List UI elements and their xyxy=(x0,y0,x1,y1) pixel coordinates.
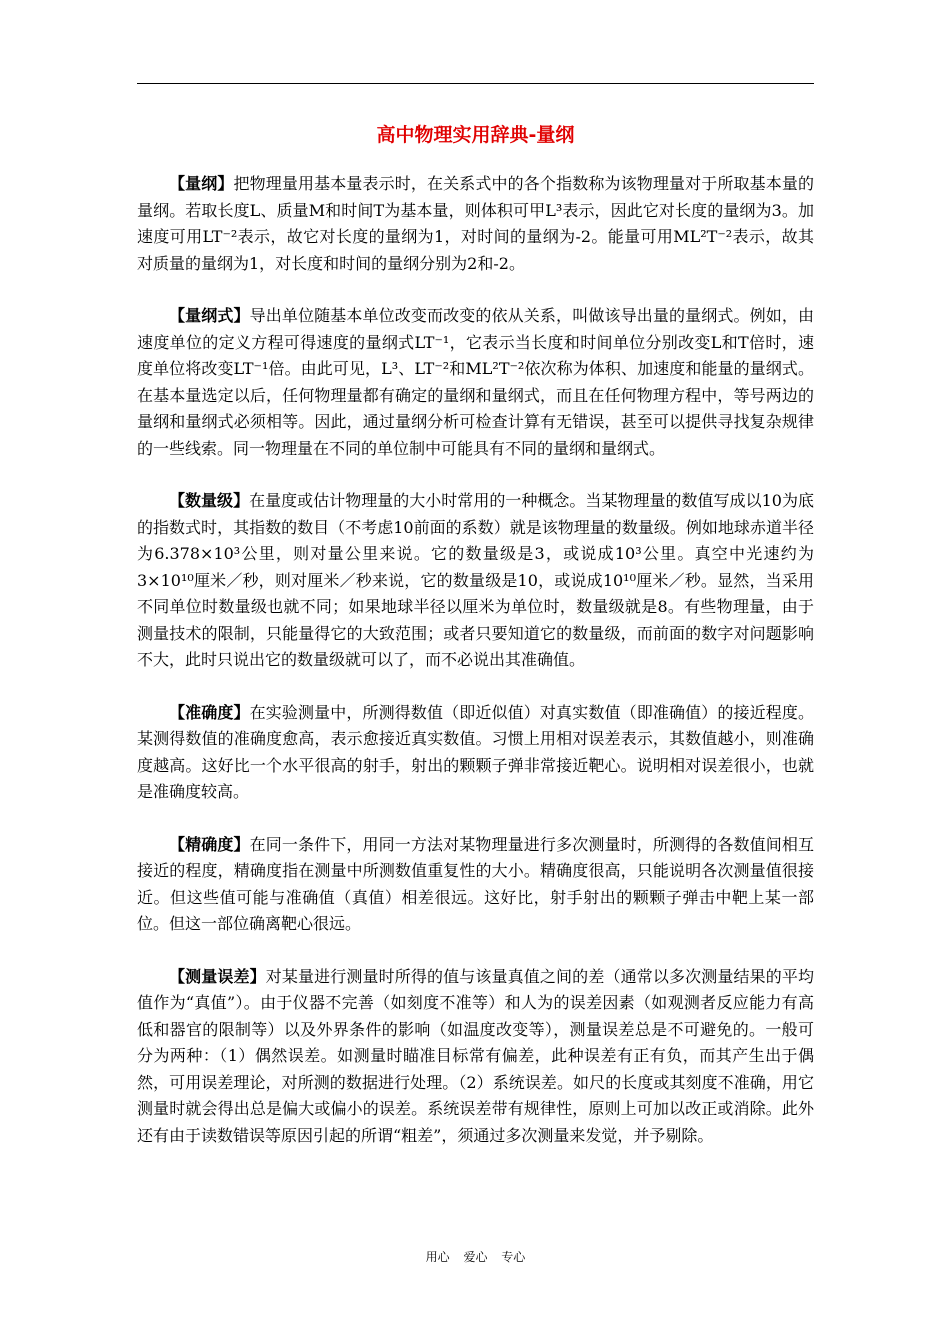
paragraph-measurement-error xyxy=(137,964,814,1150)
paragraph-text: 在实验测量中，所测得数值（即近似值）对真实数值（即准确值）的接近程度。某测得数值的准确度愈高，表示愈接近真实数值。习惯上用相对误差表示，其数值越小，则准确度越高。这好比一个水平很高的射手，射出的颗颗子弹非常接近靶心。说明相对误差很小，也就是准确度较高。 xyxy=(137,702,814,801)
term-label: 【测量误差】 xyxy=(169,966,266,986)
paragraph-text: 把物理量用基本量表示时，在关系式中的各个指数称为该物理量对于所取基本量的量纲。若取长度L、质量M和时间T为基本量，则体积可甲L³表示，因此它对长度的量纲为3。加速度可用LT⁻²表示，故它对长度的量纲为1，对时间的量纲为-2。能量可用ML²T⁻²表示，故其对质量的量纲为1，对长度和时间的量纲分别为2和-2。 xyxy=(137,174,814,273)
paragraph-text: 对某量进行测量时所得的值与该量真值之间的差（通常以多次测量结果的平均值作为“真值”）。由于仪器不完善（如刻度不准等）和人为的误差因素（如观测者反应能力有高低和器官的限制等）以及外界条件的影响（如温度改变等），测量误差总是不可避免的。一般可分为两种：（1）偶然误差。如测量时瞄准目标常有偏差，此种误差有正有负，而其产生出于偶然，可用误差理论，对所测的数据进行处理。（2）系统误差。如尺的长度或其刻度不准确，用它测量时就会得出总是偏大或偏小的误差。系统误差带有规律性，原则上可加以改正或消除。此外还有由于读数错误等原因引起的所谓“粗差”，须通过多次测量来发觉，并予剔除。 xyxy=(137,966,814,1145)
paragraph-accuracy xyxy=(137,700,814,806)
header-rule xyxy=(137,83,814,84)
paragraph-text: 在同一条件下，用同一方法对某物理量进行多次测量时，所测得的各数值间相互接近的程度，精确度指在测量中所测数值重复性的大小。精确度很高，只能说明各次测量值很接近。但这些值可能与准确值（真值）相差很远。这好比，射手射出的颗颗子弹击中靶上某一部位。但这一部位确离靶心很远。 xyxy=(137,834,814,933)
term-label: 【准确度】 xyxy=(169,702,250,722)
paragraph-dimension-formula xyxy=(137,303,814,462)
paragraph-order-of-magnitude xyxy=(137,488,814,674)
term-label: 【精确度】 xyxy=(169,834,250,854)
page-footer: 用心 爱心 专心 xyxy=(425,1250,526,1264)
document-body xyxy=(137,171,814,1175)
paragraph-dimension xyxy=(137,171,814,277)
page-title: 高中物理实用辞典-量纲 xyxy=(376,124,575,146)
paragraph-precision xyxy=(137,832,814,938)
paragraph-text: 导出单位随基本单位改变而改变的依从关系，叫做该导出量的量纲式。例如，由速度单位的定义方程可得速度的量纲式LT⁻¹，它表示当长度和时间单位分别改变L和T倍时，速度单位将改变LT⁻¹倍。由此可见，L³、LT⁻²和ML²T⁻²依次称为体积、加速度和能量的量纲式。在基本量选定以后，任何物理量都有确定的量纲和量纲式，而且在任何物理方程中，等号两边的量纲和量纲式必须相等。因此，通过量纲分析可检查计算有无错误，甚至可以提供寻找复杂规律的一些线索。同一物理量在不同的单位制中可能具有不同的量纲和量纲式。 xyxy=(137,306,814,458)
term-label: 【量纲】 xyxy=(169,174,234,193)
term-label: 【数量级】 xyxy=(169,491,250,510)
term-label: 【量纲式】 xyxy=(169,306,250,325)
paragraph-text: 在量度或估计物理量的大小时常用的一种概念。当某物理量的数值写成以10为底的指数式时，其指数的数目（不考虑10前面的系数）就是该物理量的数量级。例如地球赤道半径为6.378×10³公里，则对量公里来说。它的数量级是3，或说成10³公里。真空中光速约为3×10¹⁰厘米／秒，则对厘米／秒来说，它的数量级是10，或说成10¹⁰厘米／秒。显然，当采用不同单位时数量级也就不同；如果地球半径以厘米为单位时，数量级就是8。有些物理量，由于测量技术的限制，只能量得它的大致范围；或者只要知道它的数量级，而前面的数字对问题影响不大，此时只说出它的数量级就可以了，而不必说出其准确值。 xyxy=(137,491,814,669)
